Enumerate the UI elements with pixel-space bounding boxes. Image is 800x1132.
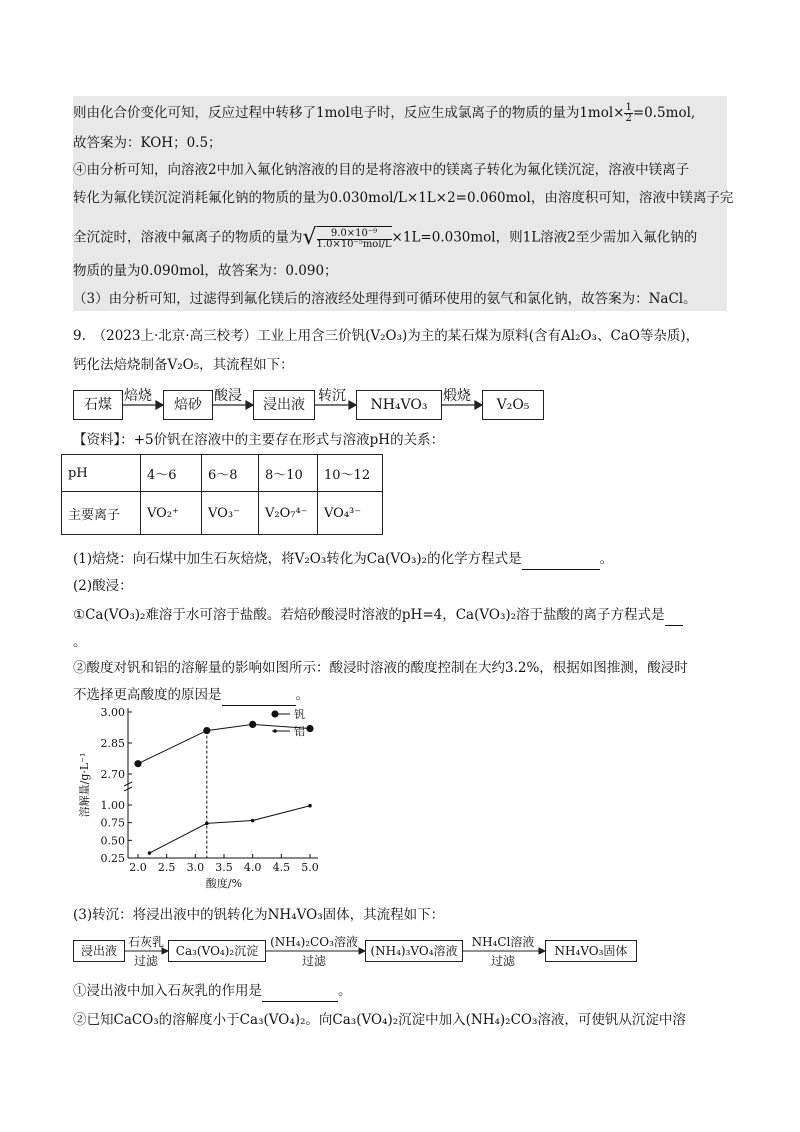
solution-line-2: 故答案为：KOH；0.5； bbox=[73, 135, 222, 151]
flow2-filter-2: 过滤 bbox=[301, 954, 326, 968]
x-tick-label: 2.5 bbox=[157, 861, 176, 874]
y-tick-label: 1.00 bbox=[100, 799, 125, 812]
flow2-filter-1: 过滤 bbox=[133, 954, 158, 968]
table-cell: 8～10 bbox=[259, 455, 318, 492]
y-tick-label: 0.50 bbox=[100, 834, 125, 848]
x-tick-label: 4.5 bbox=[272, 861, 291, 874]
flow-step-duanshao: 煅烧 bbox=[443, 388, 471, 404]
table-cell: pH bbox=[62, 455, 141, 492]
sqrt-sign: √ bbox=[302, 225, 317, 250]
legend-label-aluminum: 铝 bbox=[294, 725, 305, 738]
x-tick-label: 2.0 bbox=[129, 861, 147, 874]
q9-intro-1: 9. （2023上·北京·高三校考）工业上用含三价钒(V₂O₃)为主的某石煤为原料(含有Al₂O₃、CaO等杂质)， bbox=[73, 328, 700, 344]
y-tick-label: 0.25 bbox=[100, 852, 125, 865]
table-cell: VO₂⁺ bbox=[141, 492, 202, 535]
x-tick-label: 5.0 bbox=[301, 861, 319, 874]
y-tick-label: 2.70 bbox=[100, 768, 125, 781]
x-axis-label: 酸度/% bbox=[205, 877, 243, 890]
y-tick-label: 3.00 bbox=[100, 706, 125, 719]
question-2b-1: ②酸度对钒和铝的溶解量的影响如图所示：酸浸时溶液的酸度控制在大约3.2%，根据如图推测，酸浸时 bbox=[73, 660, 688, 676]
y-tick-label: 0.75 bbox=[100, 816, 125, 830]
flow-box-beisha: 焙砂 bbox=[163, 390, 213, 420]
flow-step-suanjin: 酸浸 bbox=[214, 388, 242, 404]
table-cell: VO₄³⁻ bbox=[318, 492, 383, 535]
table-cell: 10～12 bbox=[318, 455, 383, 492]
q9-intro-2: 钙化法焙烧制备V₂O₅，其流程如下： bbox=[73, 357, 294, 373]
solution-line-5: 全沉淀时，溶液中氟离子的物质的量为√ $\frac{\text{9.0×10⁻⁹}}{\text{1.0×10⁻⁵mol/L}}$ ×1L=0.030mol，则1L溶液2至少需加入氟化钠的 bbox=[73, 225, 698, 250]
solution-line-7: （3）由分析可知，过滤得到氟化镁后的溶液经处理得到可循环使用的氨气和氯化钠，故答案为：NaCl。 bbox=[73, 291, 697, 307]
flow-box-jinchuye: 浸出液 bbox=[253, 390, 315, 420]
question-2b-2: 不选择更高酸度的原因是 。 bbox=[73, 685, 309, 706]
table-cell: 6～8 bbox=[202, 455, 259, 492]
question-1: (1)焙烧：向石煤中加生石灰焙烧，将V₂O₃转化为Ca(VO₃)₂的化学方程式是 。 bbox=[73, 549, 613, 570]
flow2-box-nh43vo4: (NH₄)₃VO₄溶液 bbox=[365, 940, 463, 962]
flow-box-v2o5: V₂O₅ bbox=[482, 390, 544, 420]
flow2-box-nh4vo3: NH₄VO₃固体 bbox=[545, 940, 637, 962]
flow2-box-jinchuye: 浸出液 bbox=[73, 940, 125, 962]
table-cell: V₂O₇⁴⁻ bbox=[259, 492, 318, 535]
flow-box-shimei: 石煤 bbox=[73, 390, 123, 420]
question-3: (3)转沉：将浸出液中的钒转化为NH₄VO₃固体，其流程如下： bbox=[73, 907, 445, 923]
flow2-reagent-carbonate: (NH₄)₂CO₃溶液 bbox=[270, 935, 358, 949]
x-tick-label: 4.0 bbox=[243, 861, 262, 874]
solution-line-3: ④由分析可知，向溶液2中加入氟化钠溶液的目的是将溶液中的镁离子转化为氟化镁沉淀，溶液中镁离子 bbox=[73, 162, 690, 178]
flow2-box-ca3vo42: Ca₃(VO₄)₂沉淀 bbox=[168, 940, 266, 962]
sqrt-fraction: $\frac{\text{9.0×10⁻⁹}}{\text{1.0×10⁻⁵mol/L}}$ bbox=[316, 228, 392, 250]
question-2a: ①Ca(VO₃)₂难溶于水可溶于盐酸。若焙砂酸浸时溶液的pH=4，Ca(VO₃)₂溶于盐酸的离子方程式是 bbox=[73, 605, 683, 626]
flow-step-beishao: 焙烧 bbox=[124, 388, 152, 404]
info-line: 【资料】：+5价钒在溶液中的主要存在形式与溶液pH的关系： bbox=[73, 432, 445, 448]
legend-label-vanadium: 钒 bbox=[294, 708, 305, 721]
question-3b: ②已知CaCO₃的溶解度小于Ca₃(VO₄)₂。向Ca₃(VO₄)₂沉淀中加入(NH₄)₂CO₃溶液，可使钒从沉淀中溶 bbox=[73, 1012, 686, 1028]
flow2-reagent-nh4cl: NH₄Cl溶液 bbox=[471, 935, 535, 949]
x-tick-label: 3.0 bbox=[186, 861, 205, 874]
x-tick-label: 3.5 bbox=[215, 861, 233, 874]
answer-blank-3a[interactable] bbox=[262, 981, 338, 1002]
table-cell: 主要离子 bbox=[62, 492, 141, 535]
flow-step-zhuanchen: 转沉 bbox=[318, 388, 346, 404]
table-cell: 4～6 bbox=[141, 455, 202, 492]
solution-line-6: 物质的量为0.090mol，故答案为：0.090； bbox=[73, 263, 338, 279]
flow-box-nh4vo3: NH₄VO₃ bbox=[356, 390, 442, 420]
y-tick-label: 2.85 bbox=[100, 737, 125, 750]
fraction-one-half: $\frac{1}{2}$ bbox=[625, 102, 632, 124]
y-axis-label: 溶解量/g·L⁻¹ bbox=[78, 752, 91, 818]
question-3a: ①浸出液中加入石灰乳的作用是 。 bbox=[73, 981, 352, 1002]
solution-line-4: 转化为氟化镁沉淀消耗氟化钠的物质的量为0.030mol/L×1L×2=0.060mol，由溶度积可知，溶液中镁离子完 bbox=[73, 190, 734, 206]
flow2-reagent-lime: 石灰乳 bbox=[127, 935, 164, 949]
solution-line-1: 则由化合价变化可知，反应过程中转移了1mol电子时，反应生成氯离子的物质的量为1mol× $\frac{1}{2}$ =0.5mol, bbox=[73, 102, 696, 124]
question-2a-end: 。 bbox=[73, 634, 87, 650]
flow2-filter-3: 过滤 bbox=[490, 954, 515, 968]
question-2: (2)酸浸： bbox=[73, 578, 133, 594]
table-cell: VO₃⁻ bbox=[202, 492, 259, 535]
